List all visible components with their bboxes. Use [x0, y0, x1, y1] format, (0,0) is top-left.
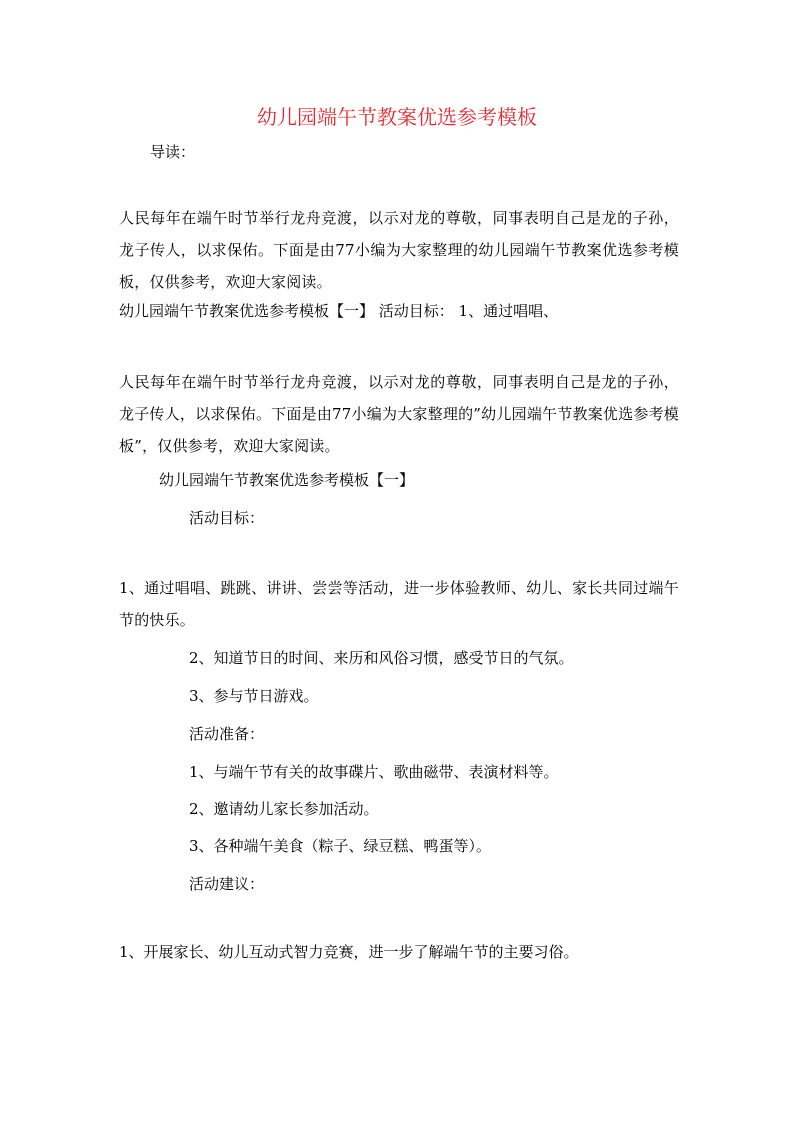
prep-2: 2、邀请幼儿家长参加活动。	[189, 800, 379, 818]
goal-2: 2、知道节日的时间、来历和风俗习惯，感受节日的气氛。	[189, 649, 574, 667]
goal-3: 3、参与节日游戏。	[189, 687, 319, 705]
prep-label: 活动准备：	[189, 725, 265, 743]
goal-1: 1、通过唱唱、跳跳、讲讲、尝尝等活动，进一步体验教师、幼儿、家长共同过端午节的快乐。	[119, 579, 679, 629]
suggest-1: 1、开展家长、幼儿互动式智力竞赛，进一步了解端午节的主要习俗。	[119, 943, 579, 961]
summary-line: 幼儿园端午节教案优选参考模板【一】 活动目标： 1、通过唱唱、	[119, 302, 559, 320]
suggest-label: 活动建议：	[189, 875, 265, 893]
section-heading: 幼儿园端午节教案优选参考模板【一】	[159, 471, 415, 489]
guide-label: 导读：	[150, 143, 196, 161]
document-title: 幼儿园端午节教案优选参考模板	[257, 105, 537, 129]
prep-3: 3、各种端午美食（粽子、绿豆糕、鸭蛋等）。	[189, 837, 492, 855]
goals-label: 活动目标：	[189, 509, 265, 527]
intro-paragraph: 人民每年在端午时节举行龙舟竞渡，以示对龙的尊敬，同事表明自己是龙的子孙，龙子传人，以求保佑。下面是由77小编为大家整理的幼儿园端午节教案优选参考模板，仅供参考，欢迎大家阅读。	[119, 209, 679, 291]
body-paragraph: 人民每年在端午时节举行龙舟竞渡，以示对龙的尊敬，同事表明自己是龙的子孙，龙子传人，以求保佑。下面是由77小编为大家整理的”幼儿园端午节教案优选参考模板”，仅供参考，欢迎大家阅读。	[119, 373, 679, 455]
prep-1: 1、与端午节有关的故事碟片、歌曲磁带、表演材料等。	[189, 763, 559, 781]
